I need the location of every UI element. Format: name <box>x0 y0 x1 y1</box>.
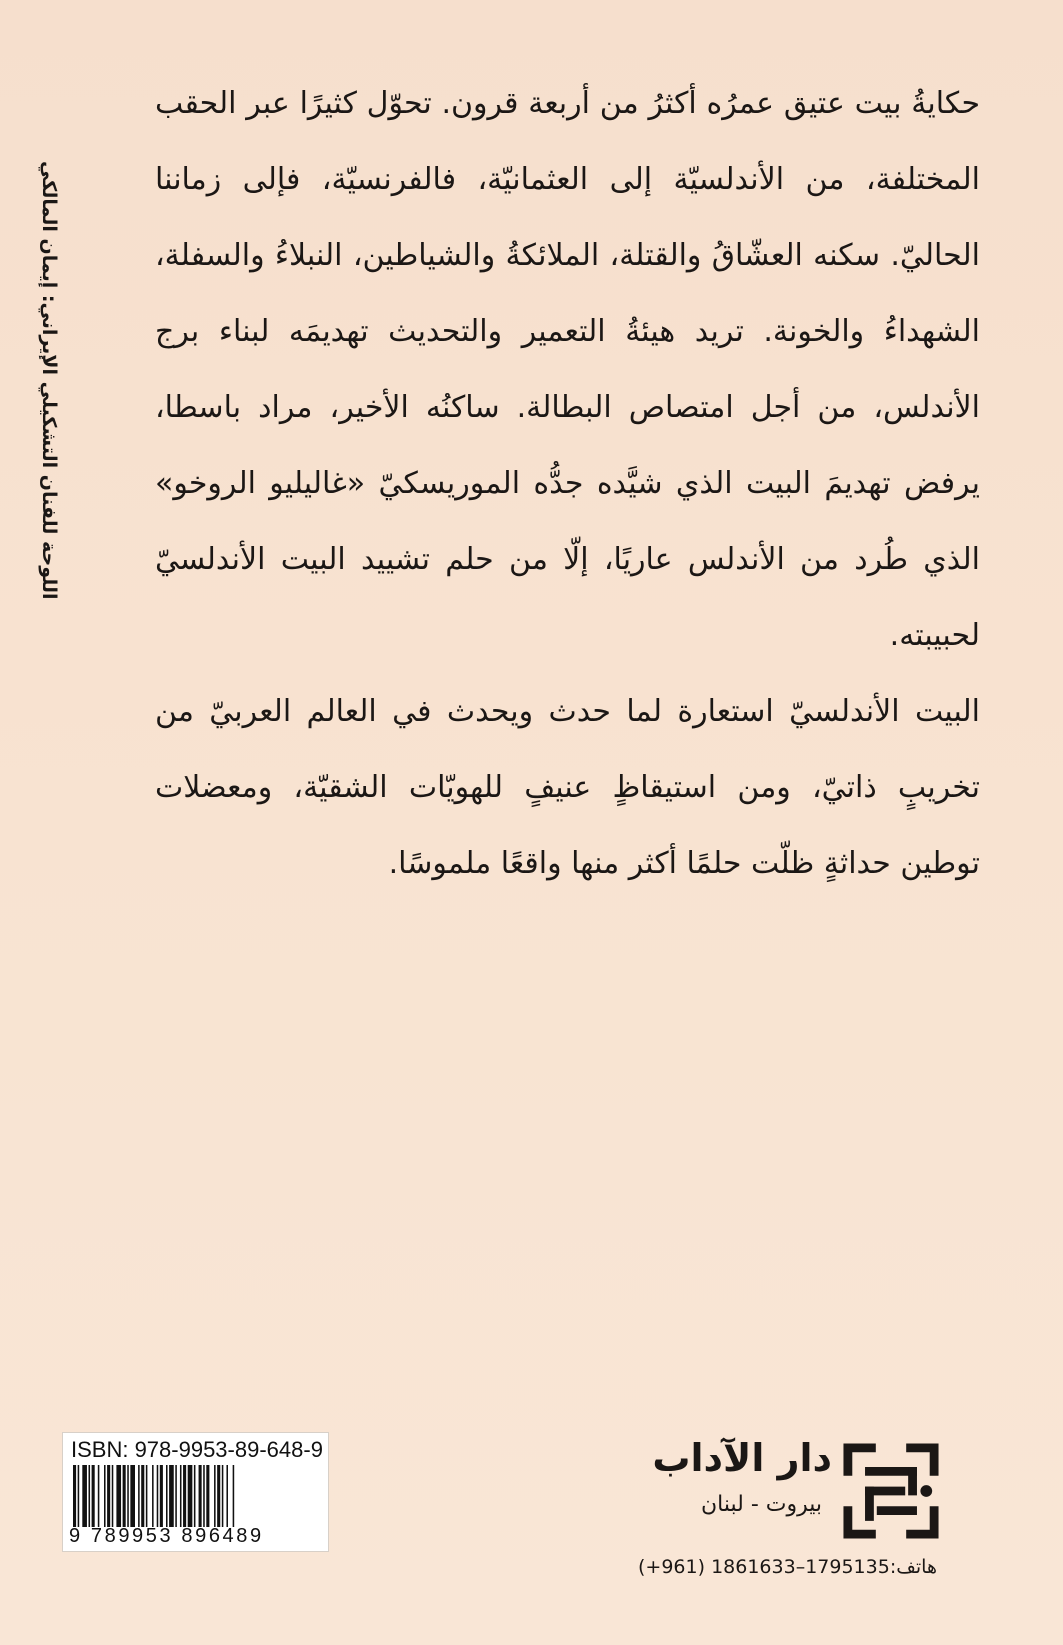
publisher-logo-icon <box>842 1442 940 1540</box>
barcode-bar <box>203 1465 205 1527</box>
isbn-label: ISBN: 978-9953-89-648-9 <box>71 1437 323 1462</box>
barcode-bar <box>89 1465 91 1527</box>
barcode-bar <box>175 1465 177 1527</box>
barcode-bar <box>180 1465 182 1527</box>
barcode-bar <box>169 1465 174 1527</box>
barcode-bar <box>73 1465 76 1527</box>
barcode-bar <box>107 1465 110 1527</box>
barcode-bar <box>183 1465 186 1527</box>
barcode-bar <box>127 1465 129 1527</box>
publisher-phone: هاتف:1795135–1861633 (961+) <box>638 1556 937 1578</box>
barcode-bar <box>104 1465 106 1527</box>
barcode-bar <box>217 1465 220 1527</box>
barcode-bar <box>157 1465 159 1527</box>
barcode-bar <box>166 1465 168 1527</box>
barcode-bar <box>82 1465 87 1527</box>
publisher-name: دار الآداب <box>652 1436 832 1480</box>
blurb-paragraph-2: البيت الأندلسيّ استعارة لما حدث ويحدث في العالم العربيّ من تخريبٍ ذاتيّ، ومن استيقاظٍ عنيفٍ للهويّات الشقيّة، ومعضلات توطين حداثةٍ ظلّت حلمًا أكثر منها واقعًا ملموسًا. <box>155 694 980 881</box>
barcode-icon <box>71 1465 321 1527</box>
barcode-bar <box>214 1465 216 1527</box>
publisher-location: بيروت - لبنان <box>701 1492 822 1517</box>
barcode-bar <box>146 1465 148 1527</box>
barcode-bar <box>123 1465 126 1527</box>
barcode-bar <box>222 1465 224 1527</box>
barcode-bar <box>112 1465 114 1527</box>
barcode-bar <box>194 1465 196 1527</box>
cover-art-credit: اللوحة للفنان التشكيلي الإيراني: إيمان المالكي <box>38 161 60 600</box>
barcode-bar <box>206 1465 209 1527</box>
barcode-bar <box>188 1465 193 1527</box>
barcode-bar <box>141 1465 144 1527</box>
blurb-paragraph-1: حكايةُ بيت عتيق عمرُه أكثرُ من أربعة قرون. تحوّل كثيرًا عبر الحقب المختلفة، من الأندلسيّة إلى العثمانيّة، فالفرنسيّة، فإلى زماننا الحاليّ. سكنه العشّاقُ والقتلة، الملائكةُ والشياطين، النبلاءُ والسفلة، الشهداءُ والخونة. تريد هيئةُ التعمير والتحديث تهديمَه لبناء برج الأندلس، من أجل امتصاص البطالة. ساكنُه الأخير، مراد باسطا، يرفض تهديمَ البيت الذي شيَّده جدُّه الموريسكيّ «غاليليو الروخو» الذي طُرد من الأندلس عاريًا، إلّا من حلم تشييد البيت الأندلسيّ لحبيبته. <box>155 86 980 653</box>
barcode-bar <box>116 1465 121 1527</box>
barcode-bar <box>199 1465 202 1527</box>
barcode-bar <box>152 1465 154 1527</box>
barcode-bar <box>160 1465 163 1527</box>
barcode-bar <box>226 1465 228 1527</box>
barcode-bar <box>78 1465 80 1527</box>
barcode-digits: 9 789953 896489 <box>69 1525 264 1547</box>
barcode-bar <box>138 1465 140 1527</box>
isbn-barcode-box <box>62 1432 329 1552</box>
blurb-text <box>155 66 980 902</box>
barcode-bar <box>92 1465 95 1527</box>
barcode-bar <box>233 1465 235 1527</box>
barcode-bar <box>98 1465 100 1527</box>
publisher-block <box>620 1420 960 1580</box>
barcode-bar <box>130 1465 135 1527</box>
